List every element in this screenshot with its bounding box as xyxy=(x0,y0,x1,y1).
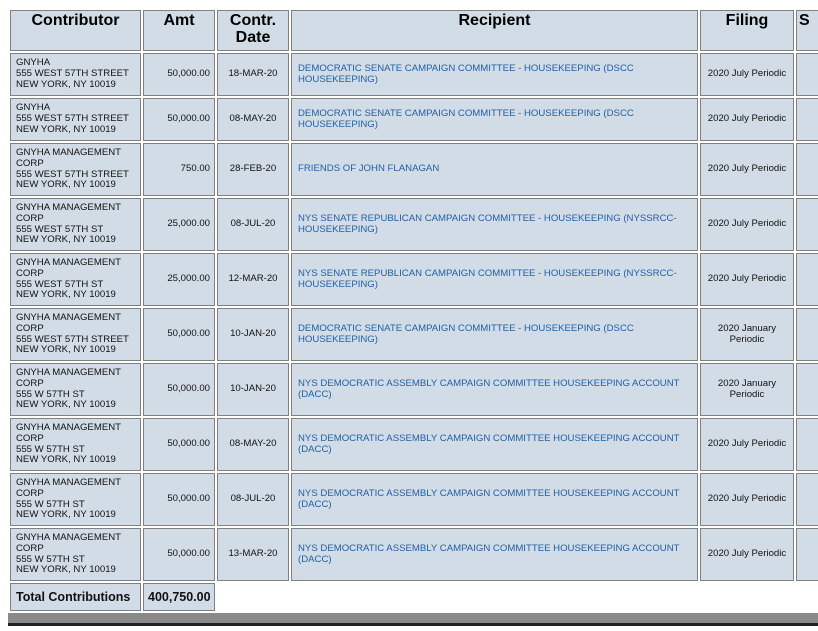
header-amount[interactable]: Amt xyxy=(143,10,215,51)
contributor-line: 555 WEST 57TH STREET xyxy=(16,68,129,80)
total-row xyxy=(10,583,818,611)
recipient-cell xyxy=(291,53,698,96)
contributor-line: CORP xyxy=(16,487,44,499)
table-row xyxy=(10,308,818,361)
table-row xyxy=(10,198,818,251)
contributor-cell xyxy=(10,528,141,581)
contributor-line: GNYHA xyxy=(16,102,51,114)
recipient-cell xyxy=(291,143,698,196)
recipient-link[interactable]: NYS DEMOCRATIC ASSEMBLY CAMPAIGN COMMITTEE HOUSEKEEPING ACCOUNT (DACC) xyxy=(298,542,680,565)
filing-cell: 2020 July Periodic xyxy=(700,528,794,581)
contributor-line: NEW YORK, NY 10019 xyxy=(16,123,116,135)
amount-cell: 50,000.00 xyxy=(143,98,215,141)
extra-cell xyxy=(796,363,818,416)
filing-cell: 2020 January Periodic xyxy=(700,363,794,416)
header-recipient[interactable]: Recipient xyxy=(291,10,698,51)
header-contributor[interactable]: Contributor xyxy=(10,10,141,51)
filing-cell: 2020 July Periodic xyxy=(700,473,794,526)
contributor-line: CORP xyxy=(16,322,44,334)
header-row xyxy=(10,10,818,51)
recipient-cell xyxy=(291,418,698,471)
contributor-line: NEW YORK, NY 10019 xyxy=(16,509,116,521)
contributor-line: NEW YORK, NY 10019 xyxy=(16,179,116,191)
recipient-link[interactable]: NYS DEMOCRATIC ASSEMBLY CAMPAIGN COMMITTEE HOUSEKEEPING ACCOUNT (DACC) xyxy=(298,487,680,510)
contributor-line: 555 W 57TH ST xyxy=(16,498,85,510)
contributor-line: GNYHA MANAGEMENT xyxy=(16,421,122,433)
extra-cell xyxy=(796,53,818,96)
contributor-line: GNYHA MANAGEMENT xyxy=(16,256,122,268)
header-contribution-date[interactable] xyxy=(217,10,289,51)
contributor-line: 555 W 57TH ST xyxy=(16,443,85,455)
contributor-cell xyxy=(10,253,141,306)
date-cell: 10-JAN-20 xyxy=(217,363,289,416)
header-extra[interactable]: S xyxy=(796,10,818,51)
contributor-line: NEW YORK, NY 10019 xyxy=(16,399,116,411)
filing-cell: 2020 July Periodic xyxy=(700,143,794,196)
contributor-line: CORP xyxy=(16,157,44,169)
contributor-cell xyxy=(10,308,141,361)
contributor-line: GNYHA MANAGEMENT xyxy=(16,366,122,378)
contributor-line: GNYHA MANAGEMENT xyxy=(16,201,122,213)
table-row xyxy=(10,528,818,581)
contributor-line: GNYHA MANAGEMENT xyxy=(16,476,122,488)
filing-cell: 2020 July Periodic xyxy=(700,198,794,251)
table-row xyxy=(10,98,818,141)
recipient-cell xyxy=(291,363,698,416)
contributor-line: 555 W 57TH ST xyxy=(16,388,85,400)
extra-cell xyxy=(796,418,818,471)
contributor-line: CORP xyxy=(16,432,44,444)
recipient-cell xyxy=(291,473,698,526)
total-label: Total Contributions xyxy=(10,583,141,611)
amount-cell: 50,000.00 xyxy=(143,53,215,96)
extra-cell xyxy=(796,143,818,196)
contributor-line: 555 WEST 57TH ST xyxy=(16,278,104,290)
amount-cell: 25,000.00 xyxy=(143,253,215,306)
contributor-line: NEW YORK, NY 10019 xyxy=(16,234,116,246)
contributor-line: 555 WEST 57TH STREET xyxy=(16,333,129,345)
filing-cell: 2020 January Periodic xyxy=(700,308,794,361)
recipient-link[interactable]: DEMOCRATIC SENATE CAMPAIGN COMMITTEE - HOUSEKEEPING (DSCC HOUSEKEEPING) xyxy=(298,107,634,130)
recipient-link[interactable]: DEMOCRATIC SENATE CAMPAIGN COMMITTEE - HOUSEKEEPING (DSCC HOUSEKEEPING) xyxy=(298,322,634,345)
contributor-cell xyxy=(10,198,141,251)
table-row xyxy=(10,53,818,96)
recipient-cell xyxy=(291,253,698,306)
contributor-cell xyxy=(10,98,141,141)
recipient-link[interactable]: NYS DEMOCRATIC ASSEMBLY CAMPAIGN COMMITTEE HOUSEKEEPING ACCOUNT (DACC) xyxy=(298,432,680,455)
amount-cell: 50,000.00 xyxy=(143,528,215,581)
recipient-link[interactable]: NYS SENATE REPUBLICAN CAMPAIGN COMMITTEE - HOUSEKEEPING (NYSSRCC-HOUSEKEEPING) xyxy=(298,212,677,235)
table-row xyxy=(10,418,818,471)
filing-cell: 2020 July Periodic xyxy=(700,98,794,141)
date-cell: 18-MAR-20 xyxy=(217,53,289,96)
recipient-link[interactable]: DEMOCRATIC SENATE CAMPAIGN COMMITTEE - HOUSEKEEPING (DSCC HOUSEKEEPING) xyxy=(298,62,634,85)
total-amount: 400,750.00 xyxy=(143,583,215,611)
date-cell: 10-JAN-20 xyxy=(217,308,289,361)
contributor-line: GNYHA MANAGEMENT xyxy=(16,311,122,323)
extra-cell xyxy=(796,528,818,581)
recipient-link[interactable]: NYS DEMOCRATIC ASSEMBLY CAMPAIGN COMMITTEE HOUSEKEEPING ACCOUNT (DACC) xyxy=(298,377,680,400)
contributor-line: CORP xyxy=(16,212,44,224)
date-cell: 12-MAR-20 xyxy=(217,253,289,306)
table-row xyxy=(10,143,818,196)
contributor-cell xyxy=(10,418,141,471)
recipient-cell xyxy=(291,198,698,251)
contributor-cell xyxy=(10,473,141,526)
header-date-line1: Contr. xyxy=(229,12,277,29)
header-filing[interactable]: Filing xyxy=(700,10,794,51)
amount-cell: 50,000.00 xyxy=(143,418,215,471)
amount-cell: 25,000.00 xyxy=(143,198,215,251)
table-row xyxy=(10,473,818,526)
recipient-cell xyxy=(291,308,698,361)
extra-cell xyxy=(796,473,818,526)
date-cell: 08-MAY-20 xyxy=(217,418,289,471)
extra-cell xyxy=(796,98,818,141)
filing-cell: 2020 July Periodic xyxy=(700,418,794,471)
extra-cell xyxy=(796,253,818,306)
contributor-line: 555 WEST 57TH STREET xyxy=(16,168,129,180)
recipient-link[interactable]: FRIENDS OF JOHN FLANAGAN xyxy=(298,163,440,175)
contributor-line: NEW YORK, NY 10019 xyxy=(16,564,116,576)
date-cell: 13-MAR-20 xyxy=(217,528,289,581)
contributor-line: GNYHA xyxy=(16,57,51,69)
amount-cell: 50,000.00 xyxy=(143,363,215,416)
extra-cell xyxy=(796,198,818,251)
contributions-table-wrap xyxy=(8,8,818,626)
amount-cell: 750.00 xyxy=(143,143,215,196)
date-cell: 08-MAY-20 xyxy=(217,98,289,141)
table-row xyxy=(10,363,818,416)
recipient-cell xyxy=(291,528,698,581)
recipient-link[interactable]: NYS SENATE REPUBLICAN CAMPAIGN COMMITTEE - HOUSEKEEPING (NYSSRCC-HOUSEKEEPING) xyxy=(298,267,677,290)
contributor-line: GNYHA MANAGEMENT xyxy=(16,531,122,543)
contributor-line: NEW YORK, NY 10019 xyxy=(16,289,116,301)
contributor-line: 555 WEST 57TH STREET xyxy=(16,113,129,125)
contributor-line: NEW YORK, NY 10019 xyxy=(16,454,116,466)
total-empty-cell xyxy=(217,583,289,611)
table-row xyxy=(10,253,818,306)
contributor-line: GNYHA MANAGEMENT xyxy=(16,146,122,158)
extra-cell xyxy=(796,308,818,361)
total-empty-cell xyxy=(796,583,818,611)
contributor-line: NEW YORK, NY 10019 xyxy=(16,344,116,356)
date-cell: 28-FEB-20 xyxy=(217,143,289,196)
contributor-line: CORP xyxy=(16,542,44,554)
total-empty-cell xyxy=(700,583,794,611)
filing-cell: 2020 July Periodic xyxy=(700,53,794,96)
contributor-cell xyxy=(10,143,141,196)
date-cell: 08-JUL-20 xyxy=(217,473,289,526)
contributor-line: NEW YORK, NY 10019 xyxy=(16,78,116,90)
date-cell: 08-JUL-20 xyxy=(217,198,289,251)
contributions-table xyxy=(8,8,818,613)
amount-cell: 50,000.00 xyxy=(143,308,215,361)
total-empty-cell xyxy=(291,583,698,611)
contributor-cell xyxy=(10,53,141,96)
contributor-line: 555 WEST 57TH ST xyxy=(16,223,104,235)
contributor-cell xyxy=(10,363,141,416)
header-date-line2: Date xyxy=(235,29,271,46)
contributor-line: CORP xyxy=(16,267,44,279)
contributor-line: 555 W 57TH ST xyxy=(16,553,85,565)
filing-cell: 2020 July Periodic xyxy=(700,253,794,306)
contributor-line: CORP xyxy=(16,377,44,389)
table-body xyxy=(10,53,818,581)
amount-cell: 50,000.00 xyxy=(143,473,215,526)
recipient-cell xyxy=(291,98,698,141)
